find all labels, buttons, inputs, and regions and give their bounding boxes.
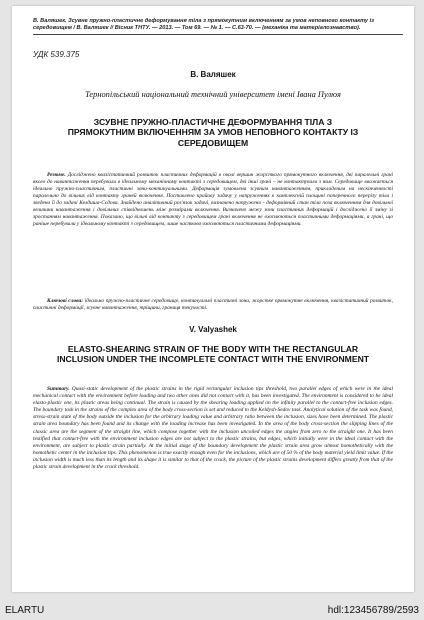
footer-handle[interactable]: hdl:123456789/2593 [327, 605, 419, 616]
abstract-en [33, 386, 393, 471]
abstract-ua-label: Резюме. [47, 172, 66, 178]
abstract-ua [33, 172, 393, 228]
affiliation: Тернопільський національний технічний університет імені Івана Пулюя [85, 90, 341, 99]
abstract-ua-text: Досліджено квазістатичний розвиток пластичних деформацій в околі вершин жорсткого прямокутного включення, дві паралельні грані якого до навантаження перебували в ідеальному механічному контакті з середовищем, дві інші грані – не контактували з ним. Середовище вважається ідеально пружно-пластичним, пластичні зони-континуальними. Деформація зумовлена зсувним навантаженням, прикладеним на нескінченності паралельно до вільних від контакту граней включення. Поставлено крайову задачу у напруженнях в комплексній площині поперечного перерізу тіла і зведено її до задачі Келдиша-Сєдова. Знайдено аналітичний роз'язок задачі, визначено напружено - деформівний стан тіла поза включенням для довільної величини навантаження і довільних співвідношень між розмірами включення. Визначено межу зони пластичних деформацій і досліджено її зміну зі зростанням навантаження. Показано, що вільні від контакту з середовищем грані включення не охоплюються пластичними деформаціями, а грані, що раніше перебували у ідеальному контакті з середовищем, лише частково охоплюються пластичними деформаціями. [33, 172, 393, 228]
citation-header: В. Валяшек. Зсувне пружно-пластичне деформування тіла з прямокутним включенням за умов неповного контакту із середовищем / В. Валяшек // Вісник ТНТУ. — 2013. — Том 69. — № 1. — С.63-70. — (механіка та матеріалознавство). [33, 18, 403, 35]
document-page [12, 6, 414, 592]
title-en: ELASTO-SHEARING STRAIN OF THE BODY WITH THE RECTANGULAR INCLUSION UNDER THE INCOMPLETE CONTACT WITH THE ENVIRONMENT [56, 344, 370, 365]
abstract-en-text: Quasi-static development of the plastic strains in the rigid rectangular inclusion tips threshold, two parallel edges of which were in the ideal mechanical contact with the environment before loading and two other ones did not contact with it, has been investigated. The environment is considered to be ideal elasto-plastic one, its plastic areas being continual. The strain is caused by the shearing loading applied on the infinity parallel to the contact-free inclusion edges. The boundary task in the strains of the complex area of the body cross-section is set and reduced to the Keldysh-Sedov task. Analytical solution of the task was found, stress-strain state of the body outside the inclusion for the arbitrary loading value and arbitrary ratio between the inclusion, sizes have been determined. The plastic strain area boundary has been found and its change with the loading increase has been investigated. In the area of the body cross-section the slipping lines of the classic area are the segment of the straight line, which compose together with the inclusion uncoiled edges the angles from zero to the straight one. It has been testified that contact-free with the environment inclusion edges are not subject to the plastic strains, but edges, which initially were in the ideal contact with the environment, are subject to plastic strain partially. At the initial stage of the boundary development the plastic strain area grow almost homothetically with the homothetic center in the inclusion tips. This phenomenon is true exactly enough even for the inclusions, which are of 50 % of the body material yield limit value. If the inclusion width is much less than its length and its shape it is similar to that of the crack, the picture of the plastic strains development differs greatly from that of the plastic strain development in the crack threshold. [33, 386, 393, 471]
keywords-ua-label: Ключові слова: [47, 298, 84, 304]
title-ua: ЗСУВНЕ ПРУЖНО-ПЛАСТИЧНЕ ДЕФОРМУВАННЯ ТІЛА З ПРЯМОКУТНИМ ВКЛЮЧЕННЯМ ЗА УМОВ НЕПОВНОГО КОНТАКТУ ІЗ СЕРЕДОВИЩЕМ [67, 117, 359, 148]
author-en: V. Valyashek [189, 325, 237, 334]
viewer-footer [0, 600, 424, 620]
author-ua: В. Валяшек [190, 70, 236, 79]
footer-repository-name: ELARTU [5, 605, 45, 616]
abstract-en-label: Summary. [47, 386, 70, 392]
keywords-ua [33, 298, 393, 312]
keywords-ua-text: ідеально пружно-пластичне середовище, континуальні пластичні зони, жорстке прямокутне включення, квазістатичний розвиток, пластичні деформації, зсувне навантаження, тріщини, границя текучості. [33, 298, 394, 312]
udc-code: УДК 539.375 [33, 50, 80, 59]
